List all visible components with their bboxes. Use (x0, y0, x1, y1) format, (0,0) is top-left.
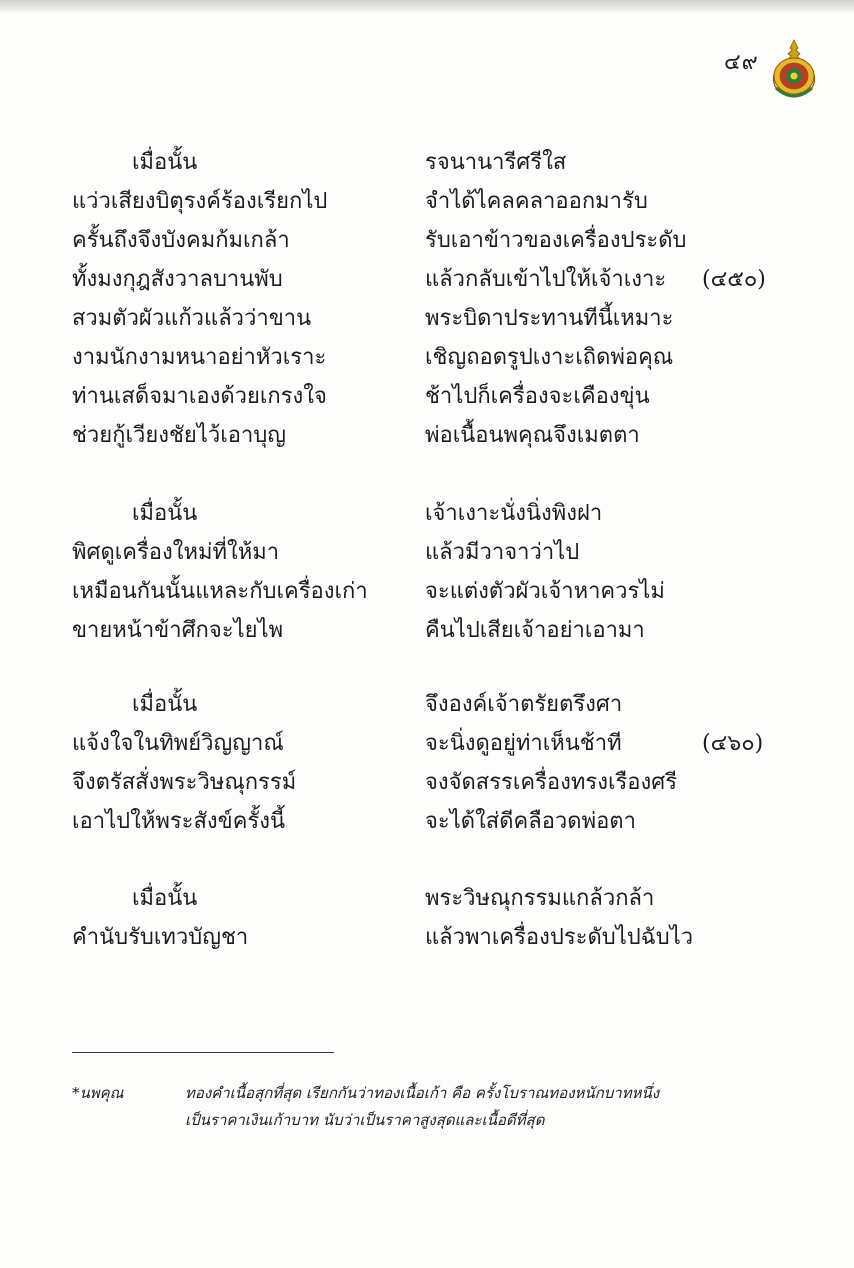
right-verse: ช้าไปก็เครื่องจะเคืองขุ่น (425, 384, 650, 409)
left-verse: งามนักงามหนาอย่าหัวเราะ (72, 345, 327, 370)
stanza-4 (0, 884, 854, 962)
verse-line (0, 382, 854, 421)
right-verse: จงจัดสรรเครื่องทรงเรืองศรี (425, 770, 678, 795)
right-verse: รจนานารีศรีใส (425, 150, 567, 175)
right-verse: จะนิ่งดูอยู่ท่าเห็นช้าที (425, 731, 622, 756)
verse-line (0, 768, 854, 807)
left-verse: จึงตรัสสั่งพระวิษณุกรรม์ (72, 770, 297, 795)
right-verse: เจ้าเงาะนั่งนิ่งพิงฝา (425, 501, 603, 526)
verse-line (0, 616, 854, 655)
verse-line (0, 226, 854, 265)
right-verse: แล้วพาเครื่องประดับไปฉับไว (425, 925, 694, 950)
left-verse: ครั้นถึงจึงบังคมก้มเกล้า (72, 228, 290, 253)
verse-line (0, 729, 854, 768)
verse-number: (๔๕๐) (702, 267, 766, 292)
right-verse: แล้วกลับเข้าไปให้เจ้าเงาะ (425, 267, 667, 292)
footnote-text-line-1: ทองคำเนื้อสุกที่สุด เรียกกันว่าทองเนื้อเก้า คือ ครั้งโบราณทองหนักบาทหนึ่ง (185, 1084, 660, 1102)
stanza-3 (0, 690, 854, 846)
verse-line (0, 690, 854, 729)
left-verse: ขายหน้าข้าศึกจะไยไพ (72, 618, 284, 643)
left-verse: แจ้งใจในทิพย์วิญญาณ์ (72, 731, 284, 756)
verse-line (0, 304, 854, 343)
right-verse: พระบิดาประทานทีนี้เหมาะ (425, 306, 674, 331)
stanza-2 (0, 499, 854, 655)
right-verse: พ่อเนื้อนพคุณจึงเมตตา (425, 423, 640, 448)
left-verse: เอาไปให้พระสังข์ครั้งนี้ (72, 809, 286, 834)
right-verse: จำได้ไคลคลาออกมารับ (425, 189, 648, 214)
left-verse: ท่านเสด็จมาเองด้วยเกรงใจ (72, 384, 327, 409)
verse-line (0, 499, 854, 538)
left-verse: เมื่อนั้น (132, 501, 198, 526)
left-verse: คำนับรับเทวบัญชา (72, 925, 249, 950)
verse-line (0, 265, 854, 304)
verse-line (0, 538, 854, 577)
verse-line (0, 148, 854, 187)
right-verse: เชิญถอดรูปเงาะเถิดพ่อคุณ (425, 345, 674, 370)
right-verse: จะแต่งตัวผัวเจ้าหาควรไม่ (425, 579, 665, 604)
verse-line (0, 577, 854, 616)
footnote-text-line-2: เป็นราคาเงินเก้าบาท นับว่าเป็นราคาสูงสุดและเนื้อดีที่สุด (185, 1111, 545, 1129)
left-verse: ช่วยกู้เวียงชัยไว้เอาบุญ (72, 423, 287, 448)
right-verse: พระวิษณุกรรมแกล้วกล้า (425, 886, 655, 911)
left-verse: ทั้งมงกุฎสังวาลบานพับ (72, 267, 283, 292)
right-verse: จึงองค์เจ้าตรัยตรึงศา (425, 692, 623, 717)
stanza-1 (0, 148, 854, 460)
right-verse: รับเอาข้าวของเครื่องประดับ (425, 228, 687, 253)
footnote-divider (72, 1052, 334, 1053)
verse-line (0, 884, 854, 923)
left-verse: เหมือนกันนั้นแหละกับเครื่องเก่า (72, 579, 368, 604)
verse-line (0, 187, 854, 226)
footnote-term: *นพคุณ (72, 1084, 124, 1102)
left-verse: สวมตัวผัวแก้วแล้วว่าขาน (72, 306, 312, 331)
page-number: ๔๙ (724, 50, 759, 75)
left-verse: เมื่อนั้น (132, 886, 198, 911)
left-verse: เมื่อนั้น (132, 150, 198, 175)
verse-line (0, 923, 854, 962)
left-verse: พิศดูเครื่องใหม่ที่ให้มา (72, 540, 280, 565)
right-verse: คืนไปเสียเจ้าอย่าเอามา (425, 618, 645, 643)
left-verse: เมื่อนั้น (132, 692, 198, 717)
page-top-shadow (0, 0, 854, 14)
verse-line (0, 421, 854, 460)
left-verse: แว่วเสียงบิตุรงค์ร้องเรียกไป (72, 189, 328, 214)
verse-line (0, 343, 854, 382)
right-verse: จะได้ใส่ดีคลือวดพ่อตา (425, 809, 636, 834)
royal-crest-emblem-icon (770, 38, 818, 100)
right-verse: แล้วมีวาจาว่าไป (425, 540, 580, 565)
verse-line (0, 807, 854, 846)
verse-number: (๔๖๐) (702, 731, 764, 756)
